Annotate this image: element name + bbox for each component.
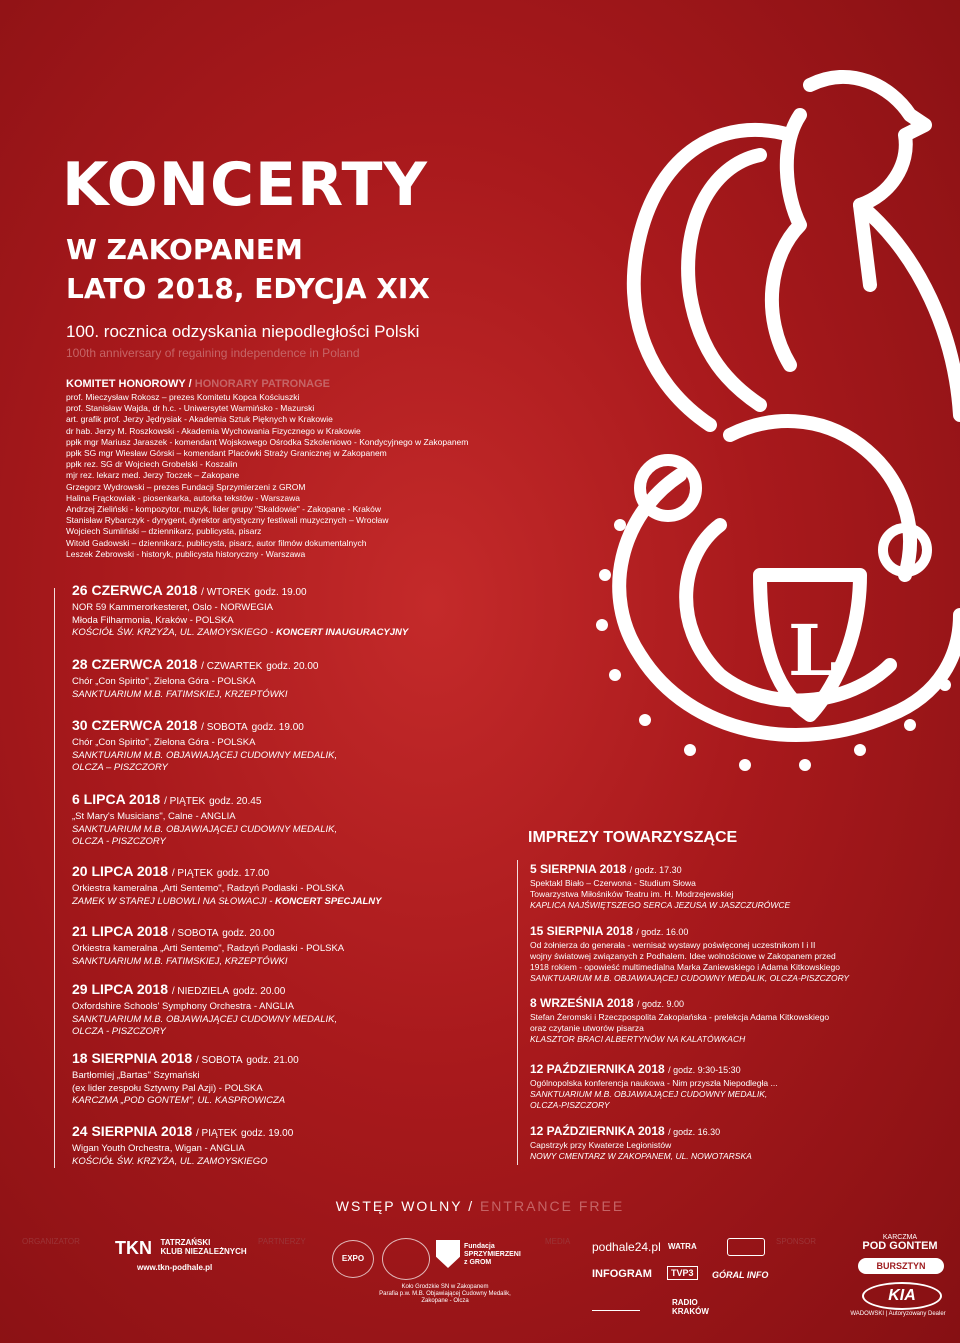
partner-emblem-icon — [382, 1238, 430, 1280]
concert-date: 24 SIERPNIA 2018 — [72, 1123, 193, 1139]
concert-entry — [72, 862, 512, 908]
concert-entry — [72, 1122, 512, 1168]
event-venue: NOWY CMENTARZ W ZAKOPANEM, UL. NOWOTARSKA — [530, 1151, 752, 1161]
event-desc: oraz czytanie utworów pisarza — [530, 1023, 644, 1033]
event-time: / godz. 17.30 — [629, 865, 682, 875]
concert-time: godz. 20.45 — [209, 796, 262, 807]
concert-date-line — [72, 862, 512, 883]
event-date: 8 WRZEŚNIA 2018 — [530, 996, 634, 1010]
venue-name: ZAMEK W STAREJ LUBOWLI NA SŁOWACJI - — [72, 895, 273, 907]
event-desc: Towarzystwa Miłośników Teatru im. H. Modrzejewskiej — [530, 889, 734, 899]
concert-entry — [72, 1049, 512, 1108]
concert-date: 18 SIERPNIA 2018 — [72, 1050, 193, 1066]
concert-date-line — [72, 581, 512, 602]
concert-time: godz. 17.00 — [216, 868, 270, 879]
entrance-free — [0, 1198, 960, 1214]
concert-date: 26 CZERWCA 2018 — [72, 582, 198, 598]
media-logo-badge-icon — [727, 1238, 765, 1256]
performer: (ex lider zespołu Sztywny Pal Azji) - POLSKA — [72, 1082, 263, 1094]
concert-venue: SANKTUARIUM M.B. FATIMSKIEJ, KRZEPTÓWKI — [72, 955, 288, 967]
sponsor-karczma-line1: KARCZMA — [882, 1234, 918, 1241]
entrance-free-pl: WSTĘP WOLNY / — [335, 1198, 475, 1214]
patron-item: ppłk SG mgr Wiesław Górski – komendant Placówki Straży Granicznej w Zakopanem — [66, 448, 387, 459]
event-desc: 1918 rokiem - opowieść multimedialna Marka Zaniewskiego i Adama Kitkowskiego — [530, 962, 840, 972]
eagle-emblem — [560, 55, 960, 815]
sponsor-kia-note: WADOWSKI | Autoryzowany Dealer — [850, 1311, 946, 1317]
concert-venue-area: OLCZA - PISZCZORY — [72, 836, 166, 847]
concert-day: / PIĄTEK — [196, 1128, 238, 1139]
event-desc: wojny światowej związanych z Podhalem. Idee wolnościowe w Zakopanem przed — [530, 951, 836, 961]
event-time: / godz. 16.00 — [636, 927, 689, 937]
patron-item: prof. Mieczysław Rokosz – prezes Komitetu Kopca Kościuszki — [66, 392, 300, 402]
event-entry — [530, 1061, 930, 1111]
patron-item: Halina Frąckowiak - piosenkarka, autorka tekstów - Warszawa — [66, 492, 300, 503]
event-desc: Spektakl Biało – Czerwona - Studium Słowa — [530, 878, 696, 888]
performer: Bartłomiej „Bartas" Szymański — [72, 1070, 200, 1081]
patron-item: Stanisław Rybarczyk - dyrygent, dyrektor artystyczny festiwali muzycznych – Wrocław — [66, 515, 389, 526]
performer: Oxfordshire Schools' Symphony Orchestra - ANGLIA — [72, 1001, 294, 1012]
concert-date-line — [72, 716, 512, 737]
concert-entry — [72, 655, 512, 701]
concert-venue — [72, 627, 512, 640]
concert-time: godz. 19.00 — [254, 587, 307, 598]
schedule-divider — [54, 588, 55, 1168]
concert-date: 20 LIPCA 2018 — [72, 863, 168, 879]
event-venue-area: OLCZA-PISZCZORY — [530, 1100, 610, 1110]
event-desc: Stefan Żeromski i Rzeczpospolita Zakopiańska - prelekcja Adama Kitkowskiego — [530, 1012, 830, 1022]
concert-time: godz. 19.00 — [241, 1128, 294, 1139]
media-label: MEDIA — [545, 1237, 571, 1246]
partner-notes — [370, 1284, 520, 1305]
event-desc: Ogólnopolska konferencja naukowa - Nim przyszła Niepodległa ... — [530, 1078, 778, 1088]
concert-venue-area: OLCZA - PISZCZORY — [72, 1026, 166, 1037]
expo-logo: EXPO — [332, 1240, 374, 1278]
concert-date: 21 LIPCA 2018 — [72, 923, 168, 939]
events-divider — [517, 860, 518, 1165]
concert-venue: KOŚCIÓŁ ŚW. KRZYŻA, UL. ZAMOYSKIEGO — [72, 1155, 268, 1167]
concert-venue: SANKTUARIUM M.B. OBJAWIAJĄCEJ CUDOWNY MEDALIK, — [72, 823, 338, 835]
anniversary-pl: 100. rocznica odzyskania niepodległości Polski — [66, 322, 420, 341]
concert-entry — [72, 790, 512, 849]
concert-day: / SOBOTA — [171, 928, 219, 939]
media-logo-goral-info: GÓRAL INFO — [712, 1270, 769, 1280]
media-logo-podhale: podhale24.pl — [592, 1240, 661, 1254]
poster-subtitle-location: W ZAKOPANEM — [66, 233, 303, 266]
patronage-heading-en: HONORARY PATRONAGE — [194, 378, 331, 390]
concert-time: godz. 20.00 — [222, 928, 275, 939]
poster-title: KONCERTY — [62, 150, 428, 220]
concert-day: / PIĄTEK — [164, 796, 206, 807]
partner-note: Parafia p.w. M.B. Objawiającej Cudowny Medalik, — [379, 1291, 511, 1297]
events-heading: IMPREZY TOWARZYSZĄCE — [528, 829, 738, 846]
concert-time: godz. 21.00 — [246, 1055, 299, 1066]
concert-entry — [72, 922, 512, 968]
media-logo-infogram: INFOGRAM — [592, 1268, 652, 1280]
eagle-crest-icon — [436, 1240, 460, 1268]
event-entry — [530, 923, 930, 984]
event-date: 12 PAŹDZIERNIKA 2018 — [530, 1062, 665, 1076]
performer: Orkiestra kameralna „Arti Sentemo", Radzyń Podlaski - POLSKA — [72, 943, 345, 954]
patron-item: Witold Gadowski – dziennikarz, publicysta, pisarz, autor filmów dokumentalnych — [66, 537, 367, 548]
concert-date-line — [72, 1122, 512, 1143]
event-date-line — [530, 923, 930, 940]
concert-day: / PIĄTEK — [171, 868, 213, 879]
concert-venue: SANKTUARIUM M.B. OBJAWIAJĄCEJ CUDOWNY MEDALIK, — [72, 749, 338, 761]
event-entry — [530, 1123, 930, 1162]
media-logo-watra: WATRA — [668, 1242, 697, 1251]
concert-date-line — [72, 980, 512, 1001]
anniversary-en: 100th anniversary of regaining independence in Poland — [66, 346, 360, 360]
concert-entry — [72, 980, 512, 1039]
event-desc: Capstrzyk przy Kwaterze Legionistów — [530, 1140, 672, 1150]
event-date-line — [530, 1061, 930, 1078]
event-entry — [530, 861, 930, 911]
event-venue: KAPLICA NAJŚWIĘTSZEGO SERCA JEZUSA W JASZCZURÓWCE — [530, 900, 791, 910]
entrance-free-en: ENTRANCE FREE — [479, 1198, 625, 1214]
concert-date: 29 LIPCA 2018 — [72, 981, 168, 997]
event-venue: KLASZTOR BRACI ALBERTYNÓW NA KALATÓWKACH — [530, 1034, 746, 1044]
event-time: / godz. 16.30 — [668, 1127, 721, 1137]
concert-venue: SANKTUARIUM M.B. FATIMSKIEJ, KRZEPTÓWKI — [72, 688, 288, 700]
event-desc: Od żołnierza do generała - wernisaż wystawy poświęconej uczestnikom I i II — [530, 940, 816, 950]
sponsor-kia-logo: KIA — [862, 1282, 942, 1310]
organizer-label: ORGANIZATOR — [22, 1237, 80, 1246]
tkn-logo — [115, 1238, 247, 1272]
event-time: / godz. 9:30-15:30 — [668, 1065, 741, 1075]
patron-item: mjr rez. lekarz med. Jerzy Toczek – Zakopane — [66, 470, 240, 481]
media-logo-radio-krakow: RADIO KRAKÓW — [672, 1298, 709, 1316]
concert-time: godz. 20.00 — [266, 661, 319, 672]
concert-time: godz. 19.00 — [251, 722, 304, 733]
performer: Chór „Con Spirito", Zielona Góra - POLSKA — [72, 737, 256, 748]
concert-date: 30 CZERWCA 2018 — [72, 717, 198, 733]
event-date-line — [530, 1123, 930, 1140]
event-date: 12 PAŹDZIERNIKA 2018 — [530, 1124, 665, 1138]
concert-date: 6 LIPCA 2018 — [72, 791, 161, 807]
performer: Chór „Con Spirito", Zielona Góra - POLSKA — [72, 676, 256, 687]
concert-venue: KARCZMA „POD GONTEM", UL. KASPROWICZA — [72, 1095, 286, 1106]
event-date-line — [530, 861, 930, 878]
concert-tag: KONCERT SPECJALNY — [275, 895, 382, 907]
concert-date-line — [72, 1049, 512, 1070]
concert-day: / SOBOTA — [201, 722, 248, 733]
concert-day: / SOBOTA — [196, 1055, 243, 1066]
media-logo-tvp3: TVP3 — [667, 1266, 698, 1280]
event-entry — [530, 995, 930, 1045]
event-date-line — [530, 995, 930, 1012]
partner-note: Koło Grodzkie SN w Zakopanem — [401, 1284, 489, 1290]
patron-item: Andrzej Zieliński - kompozytor, muzyk, lider grupy "Skaldowie" - Zakopane - Kraków — [66, 504, 381, 515]
event-venue: SANKTUARIUM M.B. OBJAWIAJĄCEJ CUDOWNY MEDALIK, OLCZA-PISZCZORY — [530, 973, 850, 983]
event-time: / godz. 9.00 — [636, 999, 684, 1009]
concert-venue: SANKTUARIUM M.B. OBJAWIAJĄCEJ CUDOWNY MEDALIK, — [72, 1013, 338, 1025]
patronage-list — [66, 392, 468, 560]
concert-day: / CZWARTEK — [201, 661, 263, 672]
patron-item: ppłk mgr Mariusz Jaraszek - komendant Wojskowego Ośrodka Szkoleniowo - Kondycyjnego w Zakopanem — [66, 436, 469, 447]
tkn-name-line1: TATRZAŃSKI — [160, 1238, 211, 1247]
patron-item: Grzegorz Wydrowski – prezes Fundacji Sprzymierzeni z GROM — [66, 481, 306, 492]
sponsor-bursztyn-logo: BURSZTYN — [858, 1258, 944, 1274]
concert-day: / WTOREK — [201, 587, 251, 598]
patronage-heading-pl: KOMITET HONOROWY / — [66, 378, 192, 390]
media-logo-radio-icon — [592, 1296, 640, 1311]
concert-date-line — [72, 655, 512, 676]
sponsor-karczma-logo — [850, 1233, 950, 1251]
concert-date-line — [72, 790, 512, 811]
partners-label: PARTNERZY — [258, 1237, 306, 1246]
event-date: 5 SIERPNIA 2018 — [530, 862, 627, 876]
concert-date-line — [72, 922, 512, 943]
patronage-heading — [66, 378, 330, 390]
svg-text:L: L — [788, 609, 838, 692]
performer: NOR 59 Kammerorkesteret, Oslo - NORWEGIA — [72, 602, 273, 613]
tkn-short: TKN — [115, 1238, 152, 1258]
tkn-name-line2: KLUB NIEZALEŻNYCH — [160, 1247, 247, 1256]
fundacja-logo: Fundacja SPRZYMIERZENI z GROM — [464, 1243, 521, 1266]
concert-tag: KONCERT INAUGURACYJNY — [275, 627, 409, 638]
patron-item: Wojciech Sumliński – dziennikarz, publicysta, pisarz — [66, 526, 262, 537]
performer: Orkiestra kameralna „Arti Sentemo", Radzyń Podlaski - POLSKA — [72, 883, 345, 894]
concert-day: / NIEDZIELA — [171, 986, 230, 997]
concert-venue — [72, 896, 512, 909]
sponsor-label: SPONSOR — [776, 1237, 817, 1246]
patron-item: Leszek Żebrowski - historyk, publicysta historyczny - Warszawa — [66, 548, 306, 559]
patron-item: prof. Stanisław Wajda, dr h.c. - Uniwersytet Warmińsko - Mazurski — [66, 403, 315, 414]
venue-name: KOŚCIÓŁ ŚW. KRZYŻA, UL. ZAMOYSKIEGO - — [72, 627, 274, 638]
patron-item: art. grafik prof. Jerzy Jędrysiak - Akademia Sztuk Pięknych w Krakowie — [66, 414, 333, 425]
event-venue: SANKTUARIUM M.B. OBJAWIAJĄCEJ CUDOWNY MEDALIK, — [530, 1089, 768, 1099]
partner-note: Zakopane - Olcza — [421, 1298, 469, 1304]
tkn-url: www.tkn-podhale.pl — [137, 1263, 213, 1272]
patron-item: ppłk rez. SG dr Wojciech Grobelski - Koszalin — [66, 459, 238, 470]
patron-item: dr hab. Jerzy M. Roszkowski - Akademia Wychowania Fizycznego w Krakowie — [66, 425, 361, 436]
performer: Młoda Filharmonia, Kraków - POLSKA — [72, 614, 234, 626]
performer: „St Mary's Musicians", Calne - ANGLIA — [72, 811, 236, 822]
concert-entry — [72, 716, 512, 775]
performer: Wigan Youth Orchestra, Wigan - ANGLIA — [72, 1143, 245, 1154]
concert-venue-area: OLCZA – PISZCZORY — [72, 762, 168, 773]
concert-date: 28 CZERWCA 2018 — [72, 656, 198, 672]
event-date: 15 SIERPNIA 2018 — [530, 924, 633, 938]
poster-subtitle-edition: LATO 2018, EDYCJA XIX — [66, 272, 430, 305]
concert-time: godz. 20.00 — [233, 986, 286, 997]
concert-entry — [72, 581, 512, 640]
sponsor-karczma-line2: POD GONTEM — [862, 1240, 938, 1252]
